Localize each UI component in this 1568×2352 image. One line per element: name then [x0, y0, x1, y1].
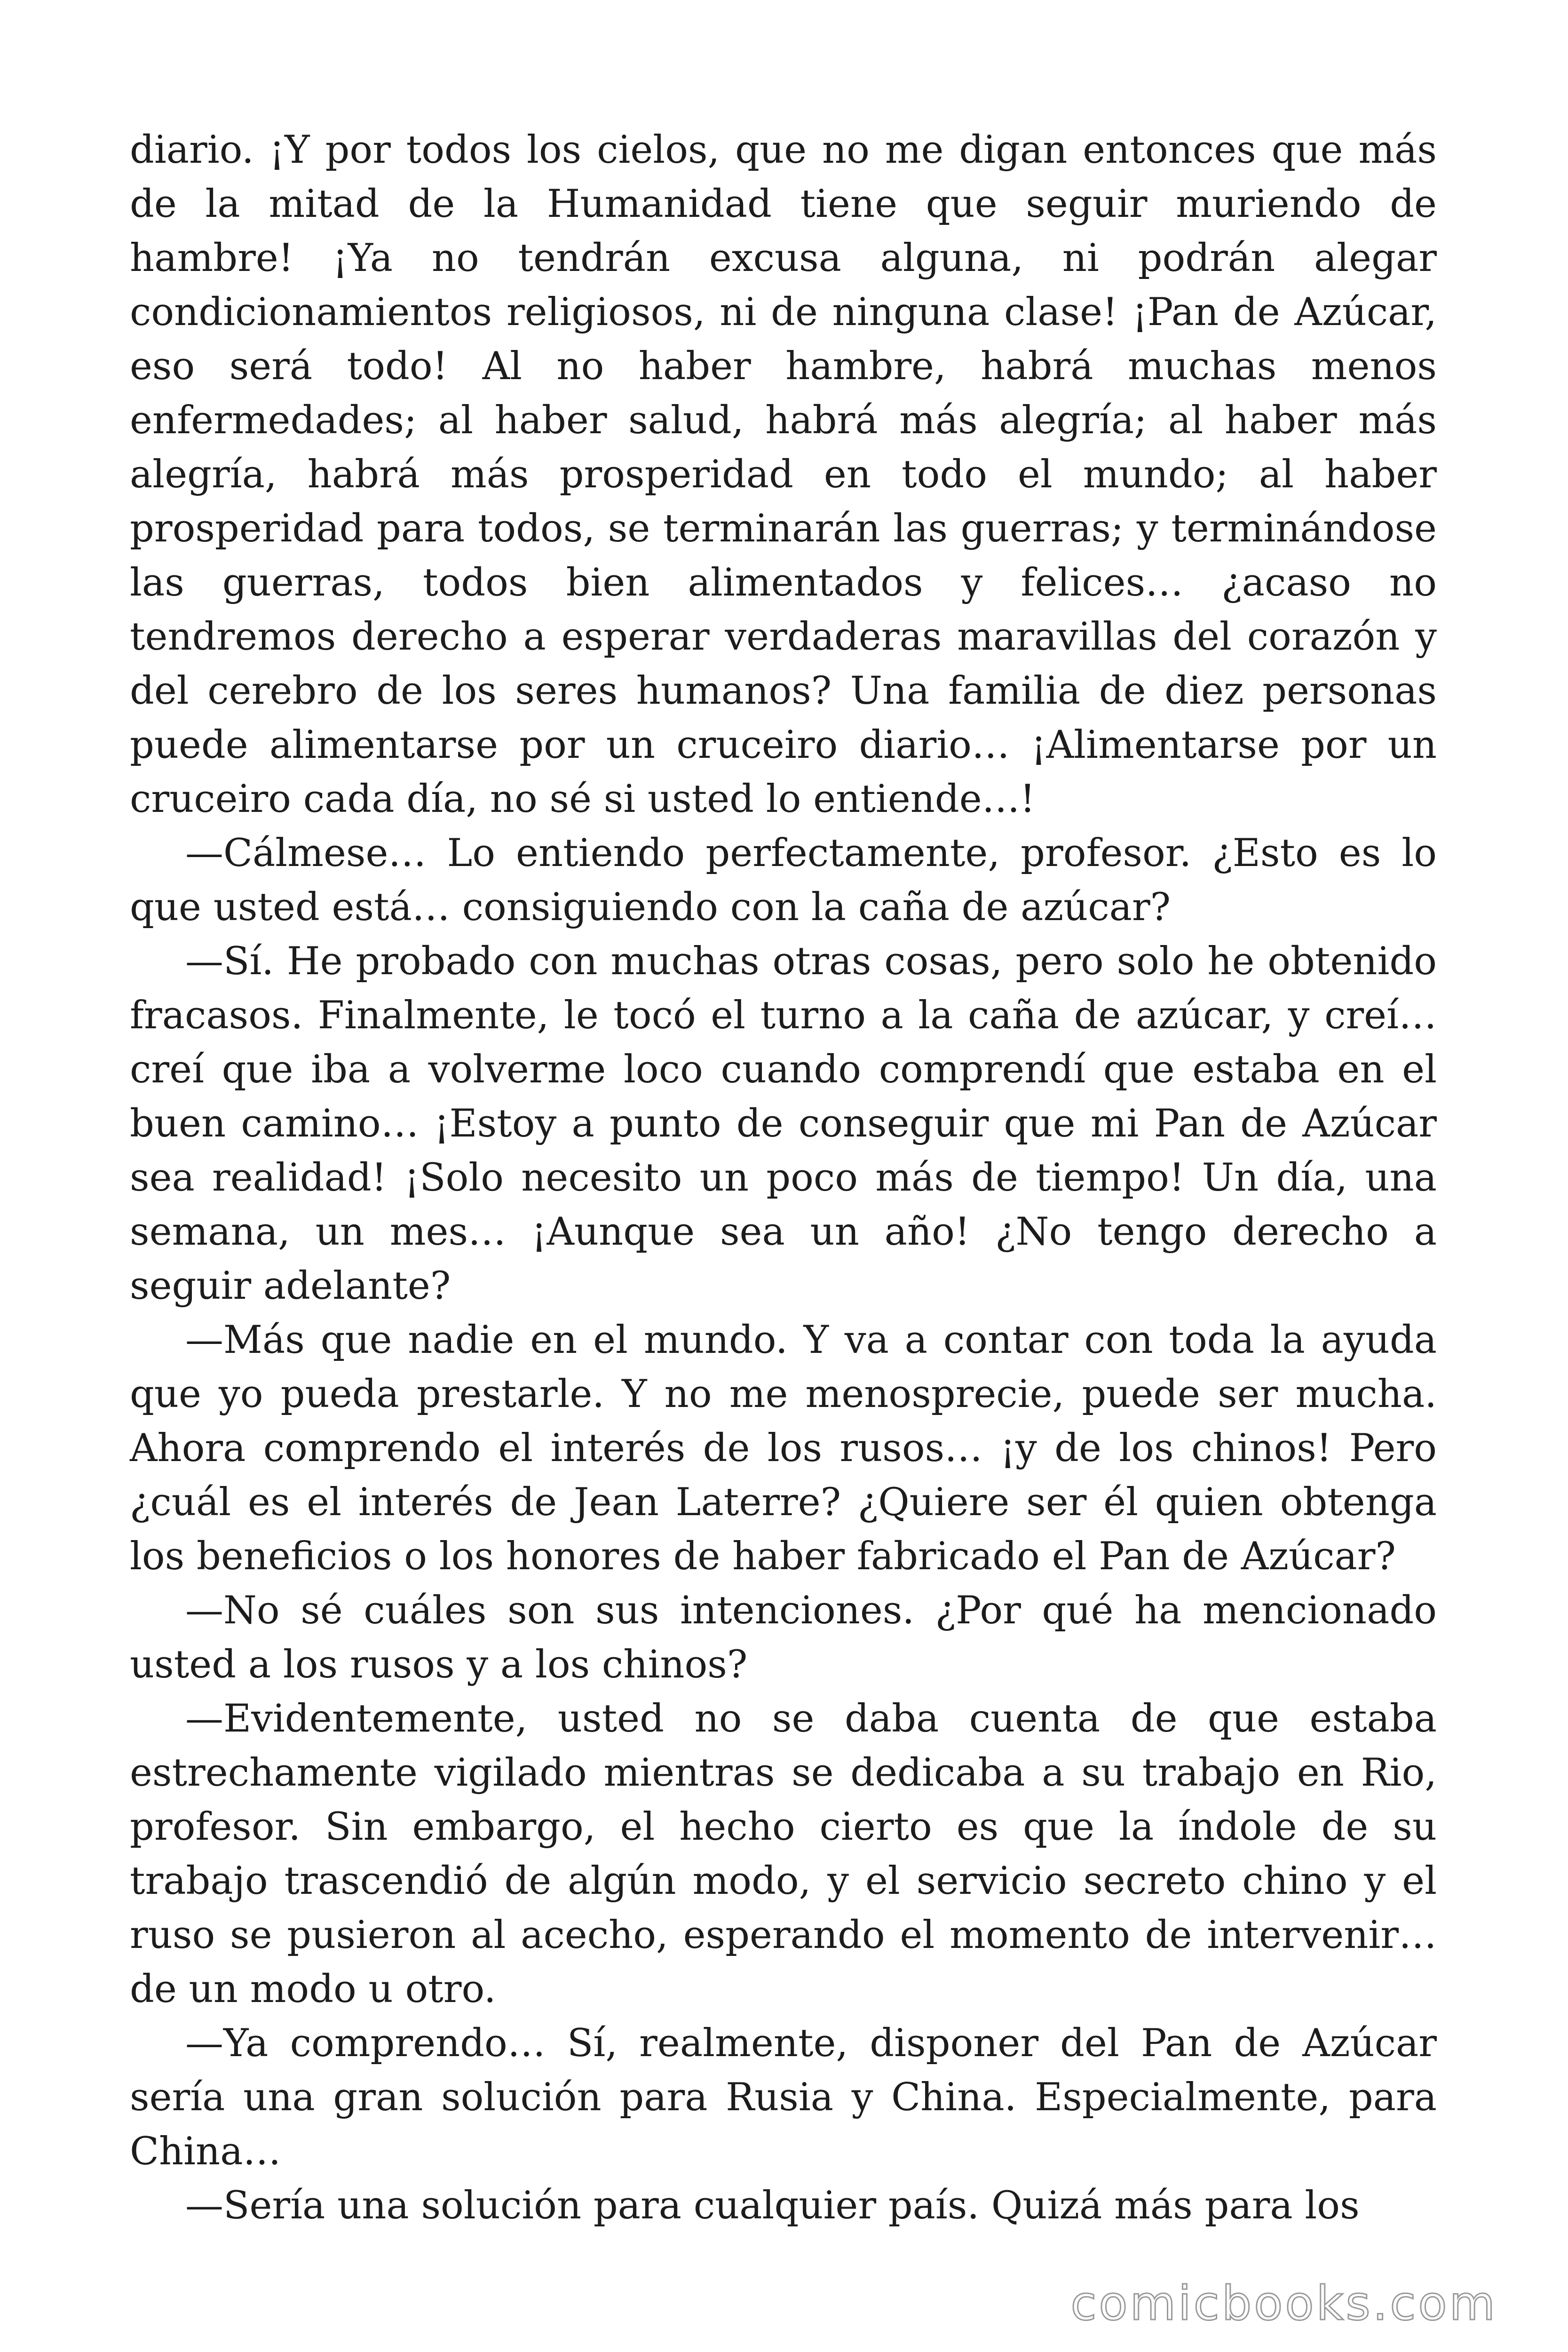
body-text [130, 123, 1437, 2233]
dialogue-paragraph-7: —Ya comprendo… Sí, realmente, disponer del Pan de Azúcar sería una gran solución para Rusia y China. Especialmente, para China… [130, 2021, 1437, 2174]
paragraph-1: diario. ¡Y por todos los cielos, que no me digan entonces que más de la mitad de la Humanidad tiene que seguir muriendo de hambre! ¡Ya no tendrán excusa alguna, ni podrán alegar condicionamientos religiosos, ni de ninguna clase! ¡Pan de Azúcar, eso será todo! Al no haber hambre, habrá muchas menos enfermedades; al haber salud, habrá más alegría; al haber más alegría, habrá más prosperidad en todo el mundo; al haber prosperidad para todos, se terminarán las guerras; y terminándose las guerras, todos bien alimentados y felices… ¿acaso no tendremos derecho a esperar verdaderas maravillas del corazón y del cerebro de los seres humanos? Una familia de diez personas puede alimentarse por un cruceiro diario… ¡Alimentarse por un cruceiro cada día, no sé si usted lo entiende…! [130, 128, 1437, 821]
dialogue-paragraph-2: —Cálmese… Lo entiendo perfectamente, profesor. ¿Esto es lo que usted está… consiguiendo con la caña de azúcar? [130, 831, 1437, 930]
watermark: comicbooks.com [1070, 2276, 1497, 2331]
dialogue-paragraph-6: —Evidentemente, usted no se daba cuenta de que estaba estrechamente vigilado mientras se dedicaba a su trabajo en Rio, profesor. Sin embargo, el hecho cierto es que la índole de su trabajo trascendió de algún modo, y el servicio secreto chino y el ruso se pusieron al acecho, esperando el momento de intervenir… de un modo u otro. [130, 1697, 1437, 2011]
dialogue-paragraph-5: —No sé cuáles son sus intenciones. ¿Por qué ha mencionado usted a los rusos y a los chinos? [130, 1589, 1437, 1687]
dialogue-paragraph-3: —Sí. He probado con muchas otras cosas, pero solo he obtenido fracasos. Finalmente, le tocó el turno a la caña de azúcar, y creí… creí que iba a volverme loco cuando comprendí que estaba en el buen camino… ¡Estoy a punto de conseguir que mi Pan de Azúcar sea realidad! ¡Solo necesito un poco más de tiempo! Un día, una semana, un mes… ¡Aunque sea un año! ¿No tengo derecho a seguir adelante? [130, 939, 1437, 1308]
dialogue-paragraph-4: —Más que nadie en el mundo. Y va a contar con toda la ayuda que yo pueda prestarle. Y no me menosprecie, puede ser mucha. Ahora comprendo el interés de los rusos… ¡y de los chinos! Pero ¿cuál es el interés de Jean Laterre? ¿Quiere ser él quien obtenga los beneficios o los honores de haber fabricado el Pan de Azúcar? [130, 1318, 1437, 1579]
dialogue-paragraph-8: —Sería una solución para cualquier país. Quizá más para los [185, 2184, 1360, 2228]
